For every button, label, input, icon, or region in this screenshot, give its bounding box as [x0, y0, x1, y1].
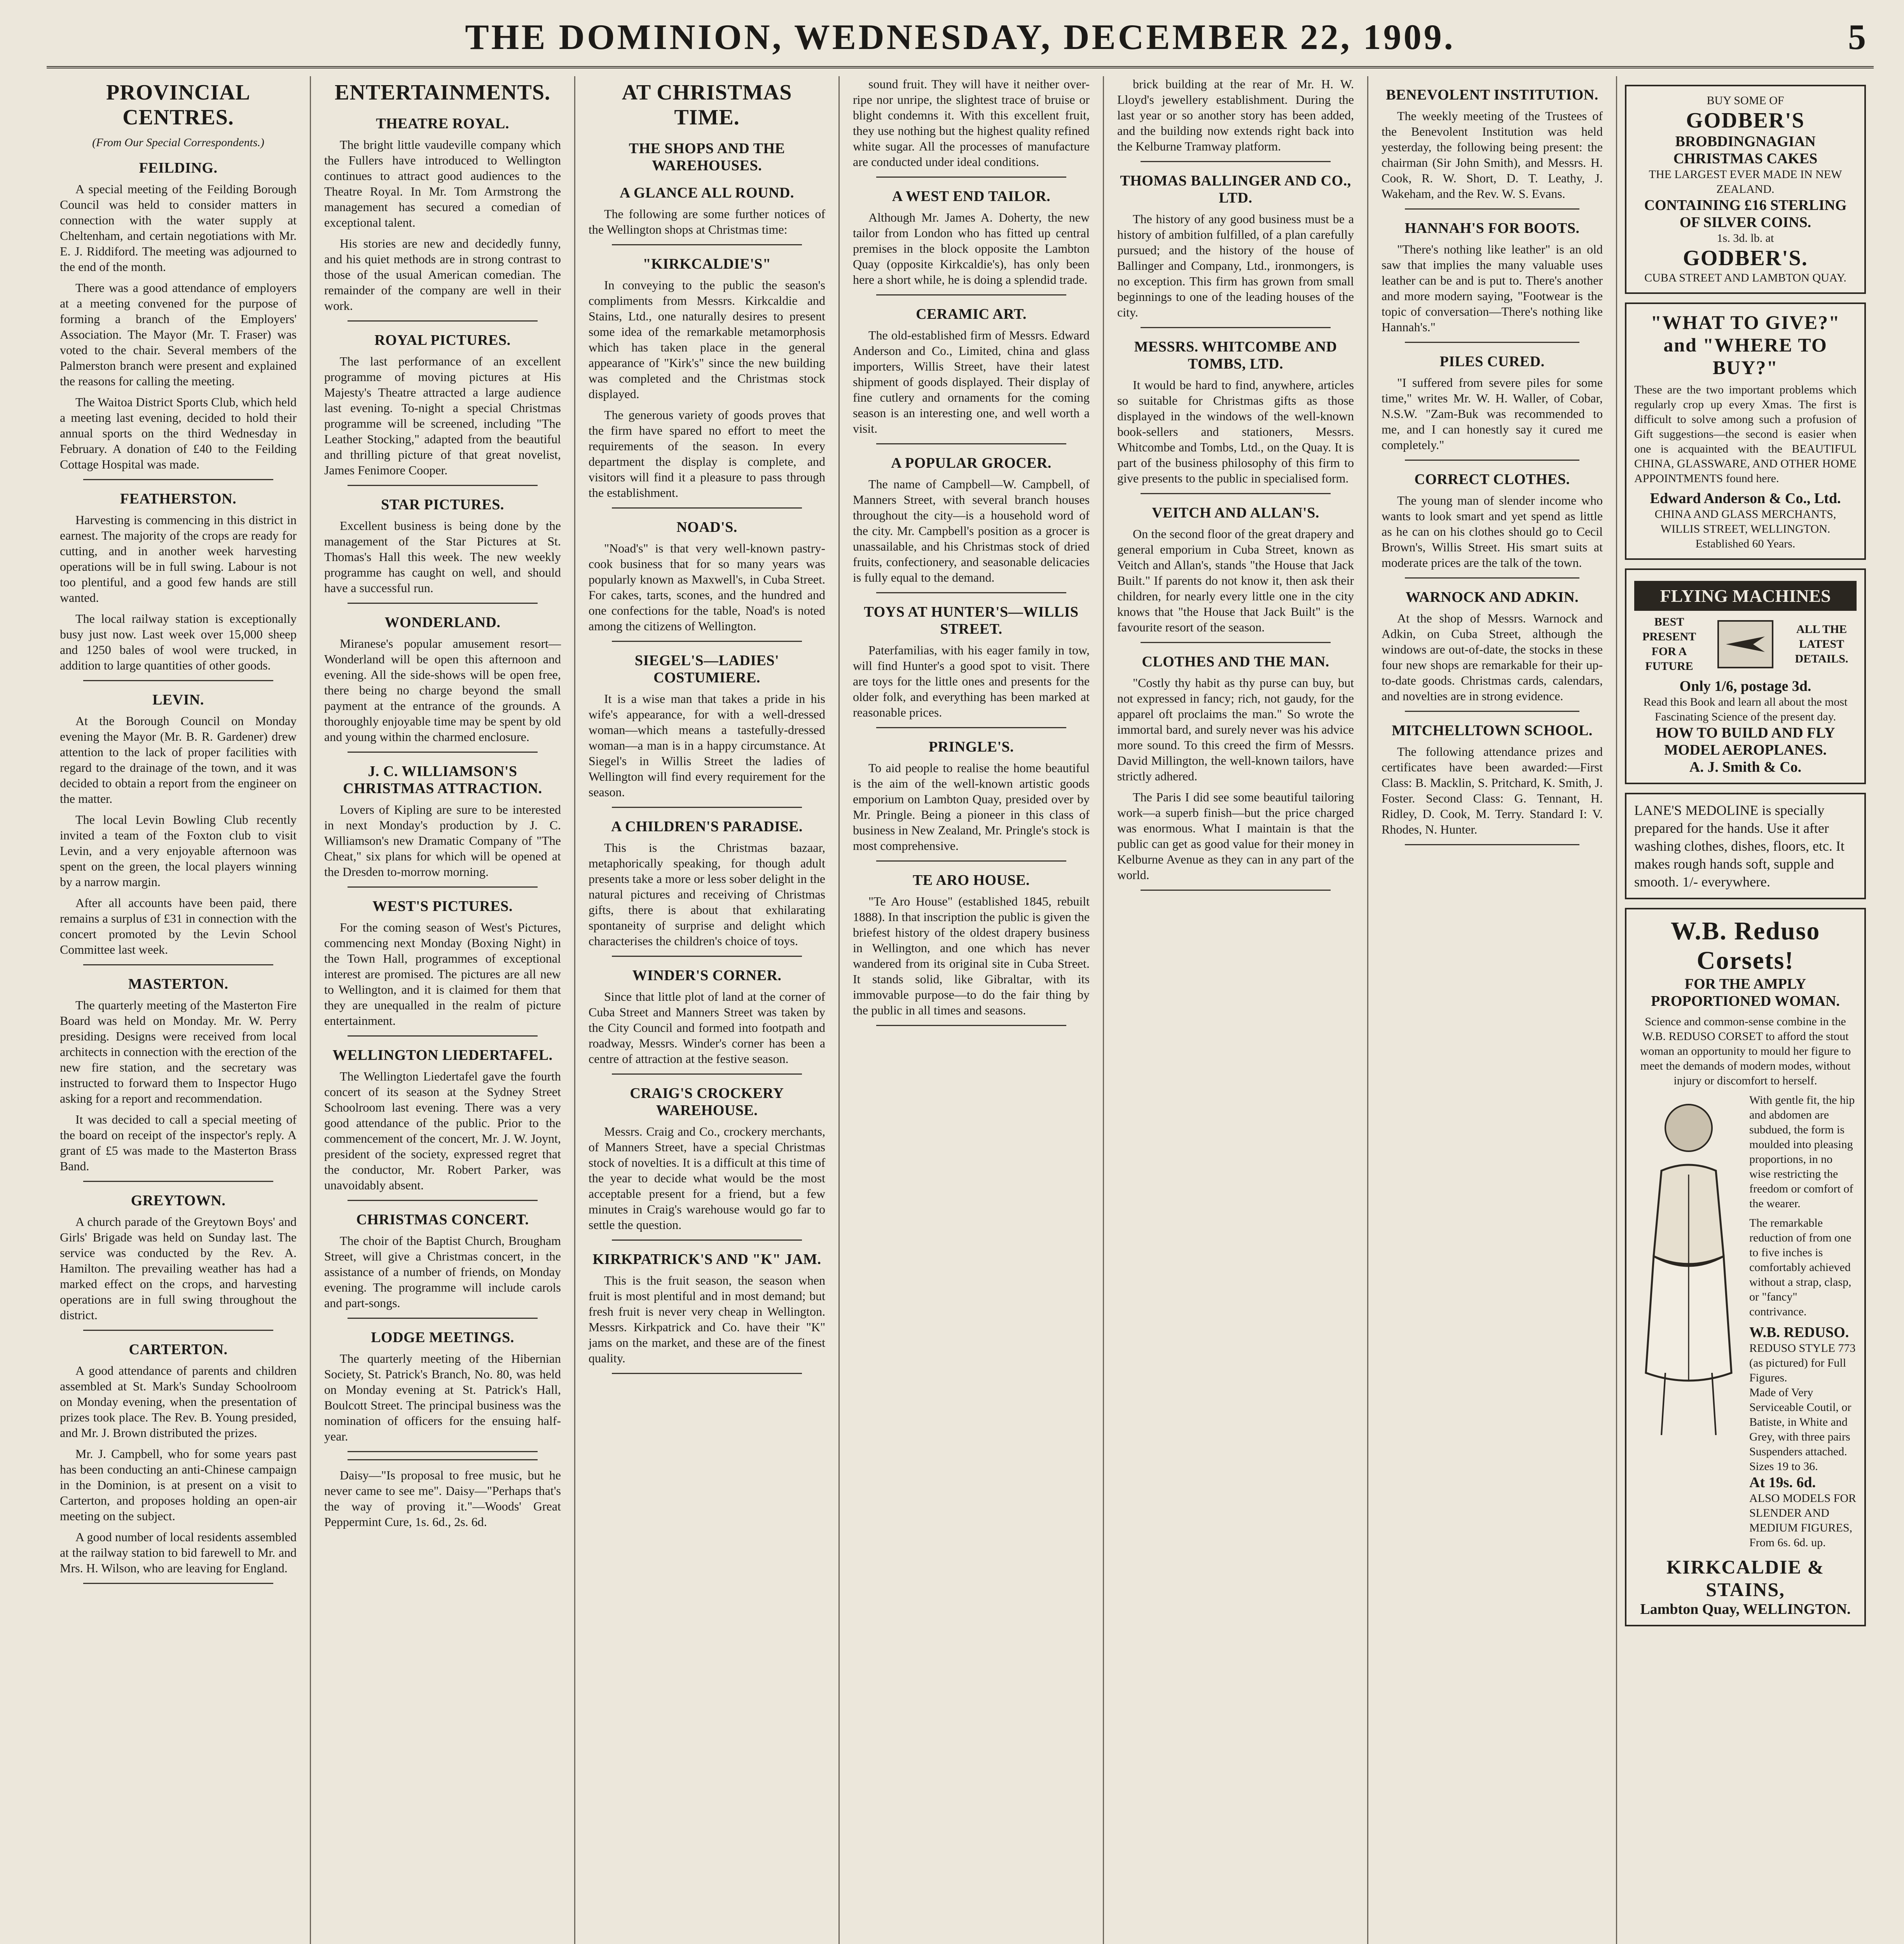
flying-row: [1634, 615, 1857, 674]
divider: [1141, 890, 1331, 891]
article-paragraph: At the shop of Messrs. Warnock and Adkin, on Cuba Street, although the windows are out-of-date, the stocks in these four new shops are remarkable for their up-to-date goods. Christmas cards, calendars, and novelties are in strong evidence.: [1382, 611, 1603, 703]
anderson-headline: "WHAT TO GIVE?" and "WHERE TO BUY?": [1651, 311, 1840, 378]
column-shops-continued: [840, 76, 1104, 1944]
article-paragraph: Paterfamilias, with his eager family in tow, will find Hunter's a good spot to visit. There are toys for the little ones and presents for the older folk, and everything has been marked at reasonable prices.: [853, 643, 1090, 719]
corset-row: [1634, 1093, 1857, 1550]
article-paragraph: Mr. J. Campbell, who for some years past has been conducting an anti-Chinese campaign in the Dominion, is at present on a visit to Carterton, and proposes holding an open-air meeting on the subject.: [60, 1447, 297, 1523]
section-title: MASTERTON.: [128, 976, 229, 992]
corset-headline: W.B. Reduso Corsets!: [1670, 917, 1820, 975]
article-paragraph: A good attendance of parents and children assembled at St. Mark's Sunday Schoolroom on Monday evening, when the presentation of prizes took place. The Rev. B. Young presided, and Mr. J. Brown distributed the prizes.: [60, 1364, 297, 1440]
column-heading: AT CHRISTMAS TIME.: [622, 80, 792, 129]
footer-ad: Daisy—"Is proposal to free music, but he never came to see me". Daisy—"Perhaps that's the way of proving it."—Woods' Great Peppermint Cure, 1s. 6d., 2s. 6d.: [324, 1468, 561, 1529]
article-paragraph: "Te Aro House" (established 1845, rebuilt 1888). In that inscription the public is given the briefest history of the oldest drapery business in Wellington, and one which has never wandered from its original site in Cuba Street. It stands solid, like Gibraltar, with its immovable purpose—to do the fair thing by the public in all times and seasons.: [853, 894, 1090, 1017]
sections: [1117, 76, 1354, 891]
godbers-logo-2: GODBER'S.: [1683, 246, 1808, 270]
divider: [348, 485, 538, 486]
article-paragraph: The bright little vaudeville company which the Fullers have introduced to Wellington continues to attract good audiences to the Theatre Royal. In Mr. Tom Armstrong the management has secured a comedian of exceptional talent.: [324, 138, 561, 229]
section-title: A WEST END TAILOR.: [892, 188, 1051, 205]
corset-body2: With gentle fit, the hip and abdomen are subdued, the form is moulded into pleasing proportions, in no wise restricting the freedom or comfort of the wearer.: [1749, 1094, 1855, 1210]
divider: [612, 1373, 802, 1374]
article-paragraph: Since that little plot of land at the corner of Cuba Street and Manners Street was taken by the City Council and formed into footpath and roadway, Messrs. Winder's corner has been a centre of attraction at the festive season.: [589, 989, 825, 1066]
article-paragraph: The young man of slender income who wants to look smart and yet spend as little as he can on his clothes should go to Cecil Brown's, Willis Street. His smart suits at moderate prices are the talk of the town.: [1382, 493, 1603, 570]
divider: [83, 1330, 273, 1331]
article-paragraph: To aid people to realise the home beautiful is the aim of the well-known artistic goods emporium on Lambton Quay, presided over by Mr. Pringle. Being a pioneer in this class of business in New Zealand, Mr. Pringle's stock is most comprehensive.: [853, 761, 1090, 853]
article-paragraph: This is the fruit season, the season when fruit is most plentiful and in most demand; but fresh fruit is never very cheap in Wellington. Messrs. Kirkpatrick and Co. have their "K" jams on the market, and these are of the finest quality.: [589, 1273, 825, 1365]
anderson-body: These are the two important problems which regularly crop up every Xmas. The first is difficult to solve among such a profusion of Gift suggestions—the second is easier when one is acquainted with the BEAUTIFUL CHINA, GLASSWARE, AND OTHER HOME APPOINTMENTS found here.: [1634, 383, 1857, 485]
divider: [1405, 844, 1579, 845]
divider: [876, 860, 1066, 862]
section-title: NOAD'S.: [676, 519, 737, 535]
section-title: GREYTOWN.: [131, 1192, 226, 1209]
article-paragraph: "Noad's" is that very well-known pastry-cook business that for so many years was popularly known as Maxwell's, in Cuba Street. For cakes, tarts, scones, and the hundred and one confections for the table, Noad's is noted among the citizens of Wellington.: [589, 541, 825, 633]
article-paragraph: There was a good attendance of employers at a meeting convened for the purpose of forming a branch of the Employers' Association. The Mayor (Mr. T. Fraser) was voted to the chair. Several members of the Palmerston branch were present and explained the reasons for calling the meeting.: [60, 281, 297, 388]
section-title: CORRECT CLOTHES.: [1414, 471, 1570, 488]
divider: [1141, 327, 1331, 328]
divider: [348, 1318, 538, 1319]
section-title: LODGE MEETINGS.: [371, 1329, 514, 1346]
section-title: PRINGLE'S.: [928, 739, 1014, 755]
article-paragraph: Lovers of Kipling are sure to be interested in next Monday's production by J. C. Williamson's new Dramatic Company of "The Cheat," six plans for which will be opened at the Dresden to-morrow morning.: [324, 802, 561, 879]
flying-title: FLYING MACHINES: [1634, 581, 1857, 611]
section-title: J. C. WILLIAMSON'S CHRISTMAS ATTRACTION.: [343, 763, 542, 797]
divider: [83, 1181, 273, 1182]
divider: [612, 641, 802, 642]
flying-body: Read this Book and learn all about the most Fascinating Science of the present day.: [1643, 696, 1848, 723]
godbers-ad: [1625, 85, 1866, 294]
corset-also: ALSO MODELS FOR SLENDER AND MEDIUM FIGURES, From 6s. 6d. up.: [1749, 1492, 1857, 1549]
article-paragraph: The local railway station is exceptionally busy just now. Last week over 15,000 sheep and 1250 bales of wool were trucked, in addition to large quantities of other goods.: [60, 612, 297, 672]
flying-right: ALL THE LATEST DETAILS.: [1795, 623, 1848, 665]
section-title: CERAMIC ART.: [916, 306, 1027, 322]
article-paragraph: The quarterly meeting of the Hibernian Society, St. Patrick's Branch, No. 80, was held on Monday evening at St. Patrick's Hall, Boulcott Street. The principal business was the nomination of officers for the ensuing half-year.: [324, 1351, 561, 1443]
section-title: WARNOCK AND ADKIN.: [1406, 589, 1579, 605]
sections: [60, 159, 297, 1584]
article-paragraph: sound fruit. They will have it neither over-ripe nor unripe, the slightest trace of bruise or blight condemns it. With this excellent fruit, they use nothing but the highest quality refined white sugar. All the processes of manufacture are conducted under ideal conditions.: [853, 77, 1090, 169]
article-paragraph: After all accounts have been paid, there remains a surplus of £31 in connection with the concert promoted by the Levin School Committee last week.: [60, 896, 297, 956]
godbers-line5: CONTAINING £16 STERLING OF SILVER COINS.: [1644, 197, 1847, 231]
article-paragraph: The weekly meeting of the Trustees of the Benevolent Institution was held yesterday, the following being present: the chairman (Sir John Smith), and Messrs. H. Cook, R. W. Short, D. T. Leathy, J. Wakeham, and the Rev. W. S. Evans.: [1382, 109, 1603, 201]
divider: [1141, 493, 1331, 494]
corset-price: At 19s. 6d.: [1749, 1474, 1816, 1491]
article-paragraph: The local Levin Bowling Club recently invited a team of the Foxton club to visit Levin, and a very enjoyable afternoon was spent on the green, the local players winning by a narrow margin.: [60, 813, 297, 889]
sections: [853, 76, 1090, 1026]
divider: [876, 1025, 1066, 1026]
section-title: WINDER'S CORNER.: [632, 967, 782, 984]
article-paragraph: On the second floor of the great drapery and general emporium in Cuba Street, known as Veitch and Allan's, stands "the House that Jack Built." If parents do not know it, then ask their children, for nearly every little one in the city knows that "the House that Jack Built" is the favourite resort of the season.: [1117, 527, 1354, 634]
masthead: [47, 8, 1874, 68]
column-heading: PROVINCIAL CENTRES.: [106, 80, 250, 129]
divider: [1141, 161, 1331, 162]
article-paragraph: The quarterly meeting of the Masterton Fire Board was held on Monday. Mr. W. Perry presiding. Designs were received from local architects in connection with the erection of the new fire station, and the secretary was instructed to forward them to Inspector Hugo asking for a report and recommendation.: [60, 998, 297, 1105]
article-paragraph: The last performance of an excellent programme of moving pictures at His Majesty's Theatre attracted a large audience last evening. To-night a special Christmas programme will be screened, including "The Leather Stocking," adapted from the beautiful and thrilling picture of that great novelist, James Fenimore Cooper.: [324, 354, 561, 477]
article-paragraph: The generous variety of goods proves that the firm have spared no effort to meet the requirements of the season. In every department the display is complete, and visitors will find it a pleasure to pass through the establishment.: [589, 408, 825, 500]
article-paragraph: A church parade of the Greytown Boys' and Girls' Brigade was held on Sunday last. The service was conducted by the Rev. A. Hamilton. The prevailing weather has had a marked effect on the crops, and harvesting operations are in full swing throughout the district.: [60, 1215, 297, 1322]
article-paragraph: "Costly thy habit as thy purse can buy, but not expressed in fancy; rich, not gaudy, for the apparel oft proclaims the man." So wrote the immortal bard, and surely never was his advice more sound. To this creed the firm of Messrs. David Millington, the well-known tailors, have strictly adhered.: [1117, 676, 1354, 783]
godbers-line6: 1s. 3d. lb. at: [1717, 232, 1774, 245]
divider: [348, 1035, 538, 1037]
section-title: CHRISTMAS CONCERT.: [356, 1212, 529, 1228]
column-subheading: (From Our Special Correspondents.): [92, 136, 264, 149]
article-paragraph: At the Borough Council on Monday evening the Mayor (Mr. B. R. Gardener) drew attention to the lack of proper facilities with regard to the drainage of the town, and it was decided to obtain a report from the engineer on the matter.: [60, 714, 297, 806]
divider: [1405, 342, 1579, 343]
column-heading: ENTERTAINMENTS.: [335, 80, 550, 105]
section-title: ROYAL PICTURES.: [374, 332, 511, 348]
flying-left: BEST PRESENT FOR A FUTURE: [1642, 615, 1696, 673]
corset-seller: KIRKCALDIE & STAINS,: [1666, 1556, 1824, 1600]
divider: [876, 592, 1066, 593]
section-title: CLOTHES AND THE MAN.: [1142, 654, 1329, 670]
godbers-logo: GODBER'S: [1686, 108, 1805, 133]
article-paragraph: The history of any good business must be a history of ambition fulfilled, of a plan carefully pursued; and the history of the house of Ballinger and Company, Ltd., ironmongers, is no exception. This firm has grown from small beginnings to one of the leading houses of the city.: [1117, 212, 1354, 319]
divider: [612, 807, 802, 808]
section-title: TOYS AT HUNTER'S—WILLIS STREET.: [864, 604, 1079, 637]
section-title: MITCHELLTOWN SCHOOL.: [1392, 722, 1593, 739]
section-title: VEITCH AND ALLAN'S.: [1152, 505, 1319, 521]
corset-figure-icon: [1634, 1093, 1743, 1443]
section-title: KIRKPATRICK'S AND "K" JAM.: [592, 1251, 821, 1267]
article-paragraph: Harvesting is commencing in this district in earnest. The majority of the crops are ready for cutting, and in another week harvesting operations will be in full swing. Labour is not too plentiful, and a good few hands are still wanted.: [60, 513, 297, 605]
godbers-line3: BROBDINGNAGIAN CHRISTMAS CAKES: [1673, 133, 1818, 167]
column-advertisements: [1617, 76, 1874, 1944]
corset-ad: [1625, 908, 1866, 1626]
divider: [83, 964, 273, 965]
section-title: LEVIN.: [152, 692, 204, 708]
article-paragraph: "I suffered from severe piles for some time," writes Mr. W. H. Waller, of Cobar, N.S.W. "Zam-Buk was recommended to me, and I can honestly say it cured me completely.": [1382, 376, 1603, 452]
godbers-line4: THE LARGEST EVER MADE IN NEW ZEALAND.: [1649, 168, 1842, 196]
corset-style: REDUSO STYLE 773 (as pictured) for Full Figures.: [1749, 1342, 1856, 1384]
article-paragraph: It is a wise man that takes a pride in his wife's appearance, for with a well-dressed woman—which means a tastefully-dressed woman—a man is in a happy circumstance. At Siegel's in Willis Street the ladies of Wellington will find every requirement for the season.: [589, 692, 825, 799]
corset-body: Science and common-sense combine in the W.B. REDUSO CORSET to afford the stout woman an opportunity to mould her figure to meet the demands of modern modes, without injury or discomfort to herself.: [1640, 1015, 1851, 1087]
divider: [876, 443, 1066, 444]
medoline-text: LANE'S MEDOLINE is specially prepared for the hands. Use it after washing clothes, dishes, floors, etc. It makes rough hands soft, supple and smooth. 1/- everywhere.: [1634, 802, 1845, 890]
section-title: A POPULAR GROCER.: [891, 455, 1052, 471]
divider: [1405, 711, 1579, 712]
article-paragraph: Messrs. Craig and Co., crockery merchants, of Manners Street, have a special Christmas stock of novelties. It is a difficult at this time of the year to decide what would be the most acceptable present for a friend, but a few minutes in Craig's warehouse would go far to settle the question.: [589, 1124, 825, 1232]
sections: [1382, 86, 1603, 845]
medoline-ad: [1625, 793, 1866, 899]
article-paragraph: The Paris I did see some beautiful tailoring work—a superb finish—but the price charged was enormous. What I maintain is that the public can get as good value for their money in Kelburne Avenue as they can in any part of the world.: [1117, 790, 1354, 882]
corset-sub: FOR THE AMPLY PROPORTIONED WOMAN.: [1651, 976, 1840, 1009]
book-cover-icon: [1707, 617, 1784, 671]
section-title: MESSRS. WHITCOMBE AND TOMBS, LTD.: [1134, 339, 1337, 372]
corset-place: Lambton Quay, WELLINGTON.: [1640, 1601, 1851, 1617]
article-paragraph: The old-established firm of Messrs. Edward Anderson and Co., Limited, china and glass importers, Willis Street, have their latest shipment of goods displayed. Their display of fine cutlery and ornaments for the coming season is an interesting one, and well worth a visit.: [853, 328, 1090, 435]
divider: [1405, 208, 1579, 210]
section-title: PILES CURED.: [1439, 353, 1545, 370]
section-title: A GLANCE ALL ROUND.: [620, 185, 794, 201]
column-subheading: THE SHOPS AND THE WAREHOUSES.: [629, 140, 785, 174]
column-shops-continued-2: [1104, 76, 1368, 1944]
divider: [348, 1451, 538, 1452]
section-title: A CHILDREN'S PARADISE.: [611, 818, 803, 835]
article-paragraph: The name of Campbell—W. Campbell, of Manners Street, with several branch houses throughout the city—is a household word of the city. Mr. Campbell's position as a grocer is unassailable, and his Christmas stock of dried fruits, confectionery, and seasonable delicacies is fully equal to the demand.: [853, 477, 1090, 584]
article-paragraph: The Waitoa District Sports Club, which held a meeting last evening, decided to hold their annual sports on the third Wednesday in February. A donation of £40 to the Feilding Cottage Hospital was made.: [60, 395, 297, 471]
divider: [1405, 460, 1579, 461]
sections: [324, 115, 561, 1452]
column-christmas-time: [575, 76, 840, 1944]
section-title: FEILDING.: [139, 160, 218, 176]
divider: [83, 479, 273, 480]
divider: [348, 886, 538, 888]
anderson-est: Established 60 Years.: [1695, 537, 1796, 550]
article-paragraph: The choir of the Baptist Church, Brougham Street, will give a Christmas concert, in the assistance of a number of friends, on Monday evening. The programme will include carols and part-songs.: [324, 1234, 561, 1310]
section-title: HANNAH'S FOR BOOTS.: [1404, 220, 1580, 236]
section-title: "KIRKCALDIE'S": [643, 256, 771, 272]
divider: [876, 727, 1066, 728]
section-title: SIEGEL'S—LADIES' COSTUMIERE.: [634, 652, 779, 686]
corset-brand: W.B. REDUSO.: [1749, 1324, 1849, 1341]
divider: [83, 1583, 273, 1584]
godbers-address: CUBA STREET AND LAMBTON QUAY.: [1644, 271, 1846, 284]
article-paragraph: For the coming season of West's Pictures, commencing next Monday (Boxing Night) in the Town Hall, programmes of exceptional interest are promised. The pictures are all new to Wellington, and it is claimed for them that they are unequalled in the realm of picture entertainment.: [324, 920, 561, 1028]
column-notices: [1368, 76, 1617, 1944]
column-entertainments: [311, 76, 575, 1944]
divider: [612, 244, 802, 245]
section-title: FEATHERSTON.: [120, 491, 237, 507]
article-paragraph: In conveying to the public the season's compliments from Messrs. Kirkcaldie and Stains, Ltd., one naturally desires to present some idea of the remarkable metamorphosis which has taken place in the general appearance of "Kirk's" since the new building was completed and the Christmas stock displayed.: [589, 278, 825, 401]
godbers-line1: BUY SOME OF: [1707, 94, 1784, 107]
divider: [348, 603, 538, 604]
divider: [348, 752, 538, 753]
anderson-ad: [1625, 302, 1866, 560]
article-paragraph: "There's nothing like leather" is an old saw that implies the many valuable uses leather can be and is put to. There's another and more modern saying, "Footwear is the topic of conversation—There's nothing like Hannah's.": [1382, 242, 1603, 334]
flying-promo: HOW TO BUILD AND FLY MODEL AEROPLANES.: [1656, 725, 1835, 758]
page-number: 5: [1848, 17, 1866, 57]
section-title: STAR PICTURES.: [381, 496, 504, 513]
section-title: TE ARO HOUSE.: [912, 872, 1030, 888]
divider: [348, 1459, 538, 1460]
article-paragraph: A special meeting of the Feilding Borough Council was held to consider matters in connection with the water supply at Cheltenham, and certain negotiations with Mr. E. J. Riddiford. The meeting was adjourned to the end of the month.: [60, 182, 297, 274]
divider: [612, 956, 802, 957]
divider: [612, 507, 802, 509]
sections: [589, 184, 825, 1374]
article-paragraph: Although Mr. James A. Doherty, the new tailor from London who has fitted up central premises in the block opposite the Lambton Quay (opposite Kirkcaldie's), has only been here a short while, he is doing a splendid trade.: [853, 210, 1090, 287]
section-title: BENEVOLENT INSTITUTION.: [1386, 87, 1598, 103]
article-paragraph: The following are some further notices of the Wellington shops at Christmas time:: [589, 207, 825, 236]
section-title: WEST'S PICTURES.: [372, 898, 513, 914]
anderson-sub: CHINA AND GLASS MERCHANTS, WILLIS STREET, WELLINGTON.: [1654, 508, 1836, 535]
anderson-firm: Edward Anderson & Co., Ltd.: [1650, 490, 1841, 507]
section-title: THOMAS BALLINGER AND CO., LTD.: [1120, 173, 1351, 206]
article-paragraph: The following attendance prizes and certificates have been awarded:—First Class: B. Macklin, S. Pritchard, K. Smith, J. Foster. Second Class: G. Tennant, H. Ridley, D. Cook, M. Terry. Standard I: V. Rhodes, N. Hunter.: [1382, 745, 1603, 836]
column-provincial-centres: [47, 76, 311, 1944]
flying-price: Only 1/6, postage 3d.: [1679, 678, 1811, 694]
section-title: THEATRE ROYAL.: [376, 115, 509, 132]
divider: [1141, 642, 1331, 643]
article-paragraph: This is the Christmas bazaar, metaphorically speaking, for though adult presents take a more or less sober delight in the natural pictures and receiving of Christmas gifts, there is about that exhilarating spontaneity of surprise and delight which characterises the children's choice of toys.: [589, 841, 825, 948]
corset-made: Made of Very Serviceable Coutil, or Batiste, in White and Grey, with three pairs Suspenders attached. Sizes 19 to 36.: [1749, 1386, 1852, 1473]
article-paragraph: Miranese's popular amusement resort—Wonderland will be open this afternoon and evening. All the side-shows will be open free, there being no charge beyond the small payment at the entrance of the grounds. A thoroughly enjoyable time may be spent by old and young within the charmed enclosure.: [324, 636, 561, 744]
section-title: CARTERTON.: [129, 1341, 228, 1358]
section-title: CRAIG'S CROCKERY WAREHOUSE.: [630, 1085, 784, 1119]
section-title: WELLINGTON LIEDERTAFEL.: [332, 1047, 553, 1063]
article-paragraph: It would be hard to find, anywhere, articles so suitable for Christmas gifts as those displayed in the windows of the well-known book-sellers and stationers, Messrs. Whitcombe and Tombs, Ltd., on the Quay. It is part of the business philosophy of this firm to give presents to the public in specialised form.: [1117, 378, 1354, 485]
corset-text-block: [1743, 1093, 1857, 1550]
flying-machines-ad: [1625, 568, 1866, 784]
article-paragraph: The Wellington Liedertafel gave the fourth concert of its season at the Sydney Street Schoolroom last evening. There was a very good attendance of the public. Prior to the commencement of the concert, Mr. J. W. Joynt, president of the society, expressed regret that the conductor, Mr. Robert Parker, was unavoidably absent.: [324, 1069, 561, 1192]
article-paragraph: A good number of local residents assembled at the railway station to bid farewell to Mr. and Mrs. H. Wilson, who are leaving for England.: [60, 1530, 297, 1575]
divider: [876, 177, 1066, 178]
corset-body3: The remarkable reduction of from one to five inches is comfortably achieved without a strap, clasp, or "fancy" contrivance.: [1749, 1217, 1852, 1318]
divider: [612, 1073, 802, 1075]
article-paragraph: His stories are new and decidedly funny, and his quiet methods are in strong contrast to those of the usual American comedian. The remainder of the company are well in their work.: [324, 236, 561, 313]
article-paragraph: brick building at the rear of Mr. H. W. Lloyd's jewellery establishment. During the last year or so another story has been added, and the building now extends right back into the Kelburne Tramway platform.: [1117, 77, 1354, 153]
divider: [876, 294, 1066, 295]
divider: [83, 680, 273, 681]
divider: [348, 320, 538, 322]
flying-seller: A. J. Smith & Co.: [1689, 759, 1802, 775]
divider: [1405, 577, 1579, 579]
masthead-title: THE DOMINION, WEDNESDAY, DECEMBER 22, 1909.: [465, 17, 1455, 57]
article-paragraph: Excellent business is being done by the management of the Star Pictures at St. Thomas's Hall this week. The new weekly programme has caught on well, and should have a successful run.: [324, 519, 561, 595]
divider: [348, 1200, 538, 1201]
article-paragraph: It was decided to call a special meeting of the board on receipt of the inspector's reply. A grant of £5 was made to the Masterton Brass Band.: [60, 1112, 297, 1173]
section-title: WONDERLAND.: [384, 614, 501, 631]
divider: [612, 1239, 802, 1241]
